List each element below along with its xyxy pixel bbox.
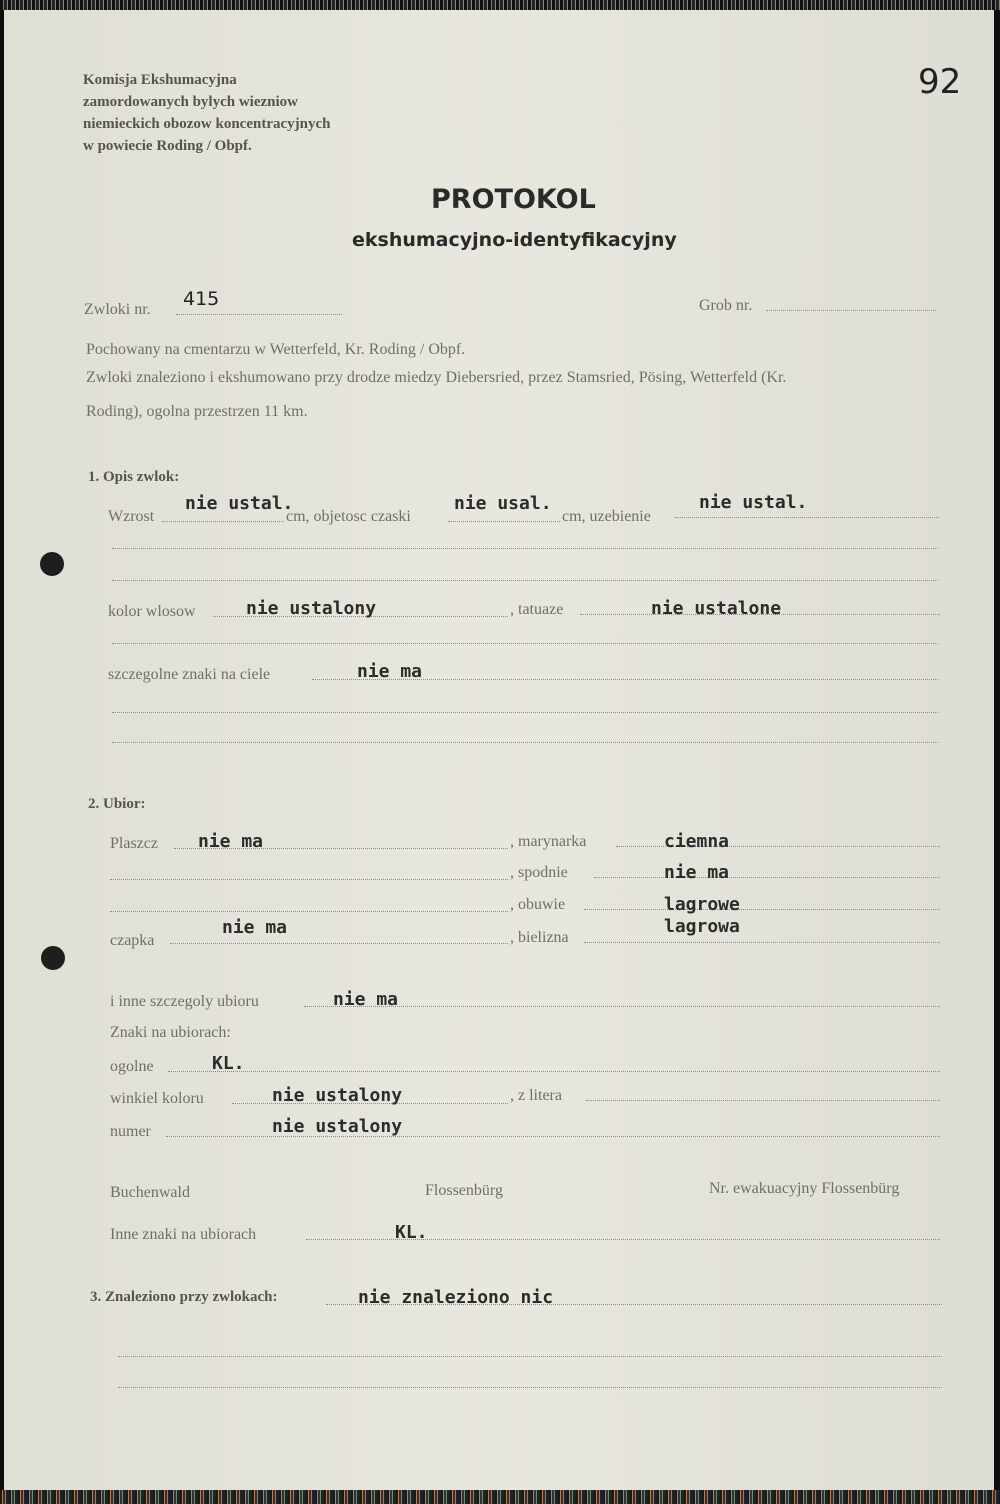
- punch-hole-bottom: [41, 946, 65, 970]
- found-line-1: Zwloki znaleziono i ekshumowano przy drodze miedzy Diebersried, przez Stamsried, Pösing, Wetterfeld (Kr.: [86, 369, 787, 386]
- blank-line: [112, 742, 938, 743]
- grob-line: [766, 310, 936, 311]
- ewakuacyjny-label: Nr. ewakuacyjny Flossenbürg: [709, 1180, 900, 1197]
- czaszka-value: nie usal.: [454, 493, 552, 514]
- commission-line-2: zamordowanych bylych wiezniow: [83, 94, 298, 110]
- czaszka-label: cm, objetosc czaski: [286, 508, 411, 525]
- section-3-heading: 3. Znaleziono przy zwlokach:: [90, 1289, 278, 1305]
- numer-value: nie ustalony: [272, 1116, 403, 1137]
- found-line-2: Roding), ogolna przestrzen 11 km.: [86, 403, 308, 420]
- inne-line: [304, 1006, 940, 1007]
- section-1-heading: 1. Opis zwlok:: [88, 469, 180, 485]
- flossenburg-label: Flossenbürg: [425, 1182, 503, 1199]
- znaki-value: nie ma: [357, 661, 423, 682]
- page-number: 92: [918, 62, 962, 102]
- ogolne-line: [168, 1071, 940, 1072]
- inne-label: i inne szczegoly ubioru: [110, 993, 259, 1010]
- czapka-line: [170, 943, 508, 944]
- marynarka-label: , marynarka: [510, 833, 587, 850]
- zwloki-line: [176, 314, 342, 315]
- wzrost-line: [162, 521, 284, 522]
- blank-line: [112, 548, 938, 549]
- ogolne-value: KL.: [212, 1053, 245, 1074]
- spodnie-label: , spodnie: [510, 864, 568, 881]
- kolor-label: kolor wlosow: [108, 603, 196, 620]
- scan-edge-top: [0, 0, 1000, 10]
- ogolne-label: ogolne: [110, 1058, 154, 1075]
- wzrost-value: nie ustal.: [185, 493, 294, 514]
- znaki-ubiory-heading: Znaki na ubiorach:: [110, 1024, 231, 1041]
- uzebienie-line: [675, 517, 939, 518]
- winkiel-value: nie ustalony: [272, 1085, 403, 1106]
- grob-label: Grob nr.: [699, 297, 753, 314]
- inne-value: nie ma: [333, 989, 399, 1010]
- plaszcz-value: nie ma: [198, 831, 264, 852]
- plaszcz-label: Plaszcz: [110, 835, 158, 852]
- section-3-value: nie znaleziono nic: [358, 1287, 554, 1308]
- buried-line: Pochowany na cmentarzu w Wetterfeld, Kr. Roding / Obpf.: [86, 341, 466, 358]
- bielizna-line: [584, 942, 940, 943]
- obuwie-line: [584, 909, 940, 910]
- czaszka-line: [448, 521, 560, 522]
- document-title: PROTOKOL: [431, 184, 596, 215]
- blank-line: [110, 911, 508, 912]
- czapka-label: czapka: [110, 932, 155, 949]
- obuwie-label: , obuwie: [510, 896, 566, 913]
- inne-znaki-label: Inne znaki na ubiorach: [110, 1226, 257, 1243]
- buchenwald-label: Buchenwald: [110, 1184, 190, 1201]
- litera-line: [586, 1100, 940, 1101]
- blank-line: [118, 1356, 942, 1357]
- uzebienie-label: cm, uzebienie: [562, 508, 651, 525]
- blank-line: [112, 580, 938, 581]
- blank-line: [110, 879, 508, 880]
- document-subtitle: ekshumacyjno-identyfikacyjny: [352, 229, 677, 251]
- scan-edge-bottom: [0, 1490, 1000, 1504]
- numer-label: numer: [110, 1123, 151, 1140]
- wzrost-label: Wzrost: [108, 508, 155, 525]
- obuwie-value: lagrowe: [664, 894, 740, 915]
- commission-line-1: Komisja Ekshumacyjna: [83, 72, 237, 88]
- zwloki-label: Zwloki nr.: [84, 301, 151, 318]
- bielizna-value: lagrowa: [664, 916, 740, 937]
- inne-znaki-value: KL.: [395, 1222, 428, 1243]
- znaki-label: szczegolne znaki na ciele: [108, 666, 271, 683]
- punch-hole-top: [40, 552, 64, 576]
- winkiel-label: winkiel koloru: [110, 1090, 204, 1107]
- commission-line-4: w powiecie Roding / Obpf.: [83, 138, 252, 154]
- spodnie-line: [594, 877, 940, 878]
- litera-label: , z litera: [510, 1087, 562, 1104]
- tatuaze-label: , tatuaze: [510, 601, 564, 618]
- section-2-heading: 2. Ubior:: [88, 796, 146, 812]
- spodnie-value: nie ma: [664, 862, 730, 883]
- bielizna-label: , bielizna: [510, 929, 569, 946]
- blank-line: [112, 643, 938, 644]
- marynarka-value: ciemna: [664, 831, 730, 852]
- uzebienie-value: nie ustal.: [699, 492, 808, 513]
- kolor-value: nie ustalony: [246, 598, 377, 619]
- tatuaze-value: nie ustalone: [651, 598, 782, 619]
- blank-line: [118, 1387, 942, 1388]
- zwloki-number: 415: [183, 288, 220, 310]
- blank-line: [112, 712, 938, 713]
- czapka-value: nie ma: [222, 917, 288, 938]
- commission-line-3: niemieckich obozow koncentracyjnych: [83, 116, 331, 132]
